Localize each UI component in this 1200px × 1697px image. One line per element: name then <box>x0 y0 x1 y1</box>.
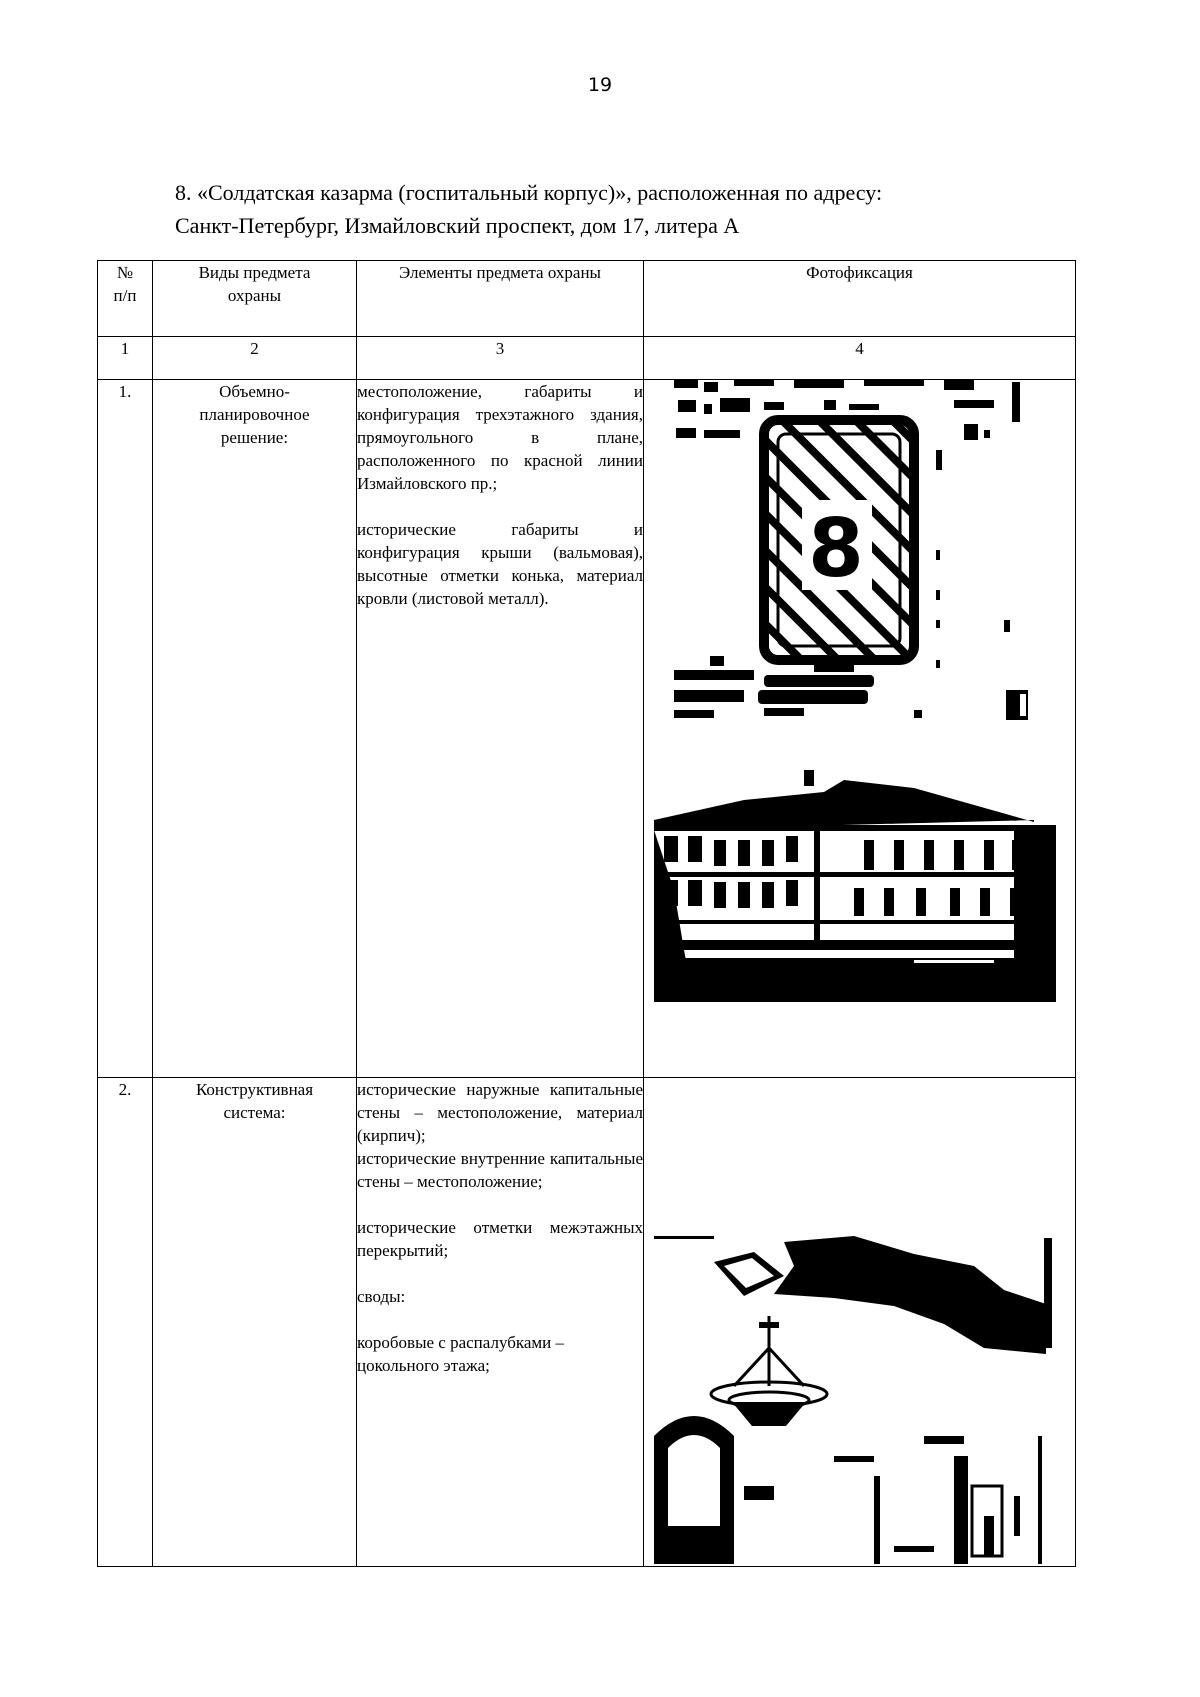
table-row <box>98 380 1076 1078</box>
plan-object-label: 8 <box>808 502 864 595</box>
row-elements <box>357 380 644 1078</box>
building-photo <box>654 770 1056 1002</box>
row-kind: Конструктивная система: <box>153 1078 357 1567</box>
element-text: коробовые с распалубками – цокольного этажа; <box>357 1333 565 1375</box>
header-kind: Виды предмета охраны <box>153 261 357 337</box>
column-number: 1 <box>98 337 153 380</box>
column-number-row <box>98 337 1076 380</box>
element-text: исторические отметки межэтажных перекрытий; <box>357 1218 643 1260</box>
row-number: 1. <box>98 380 153 1078</box>
element-text: своды: <box>357 1287 406 1306</box>
table-header-row <box>98 261 1076 337</box>
photo-cell <box>644 1078 1076 1567</box>
heading-line-1: 8. «Солдатская казарма (госпитальный корпус)», расположенная по адресу: <box>175 180 883 205</box>
header-elements: Элементы предмета охраны <box>357 261 644 337</box>
photo-cell <box>644 380 1076 1078</box>
row-elements <box>357 1078 644 1567</box>
element-text: исторические наружные капитальные стены – местоположение, материал (кирпич); <box>357 1080 643 1145</box>
interior-vault-photo <box>654 1236 1056 1564</box>
site-plan-image <box>674 380 1046 745</box>
column-number: 2 <box>153 337 357 380</box>
element-text: исторические габариты и конфигурация крыши (вальмовая), высотные отметки конька, материал кровли (листовой металл). <box>357 520 643 608</box>
page-number: 19 <box>587 74 613 96</box>
row-kind: Объемно- планировочное решение: <box>153 380 357 1078</box>
heading-line-2: Санкт-Петербург, Измайловский проспект, дом 17, литера А <box>175 213 740 238</box>
header-number: № п/п <box>98 261 153 337</box>
table-row <box>98 1078 1076 1567</box>
column-number: 4 <box>644 337 1076 380</box>
protection-subject-table <box>97 260 1076 1567</box>
element-text: исторические внутренние капитальные стены – местоположение; <box>357 1149 643 1191</box>
element-text: местоположение, габариты и конфигурация трехэтажного здания, прямоугольного в плане, расположенного по красной линии Измайловского пр.; <box>357 382 643 493</box>
object-heading <box>175 176 1135 242</box>
header-photo: Фотофиксация <box>644 261 1076 337</box>
row-number: 2. <box>98 1078 153 1567</box>
column-number: 3 <box>357 337 644 380</box>
